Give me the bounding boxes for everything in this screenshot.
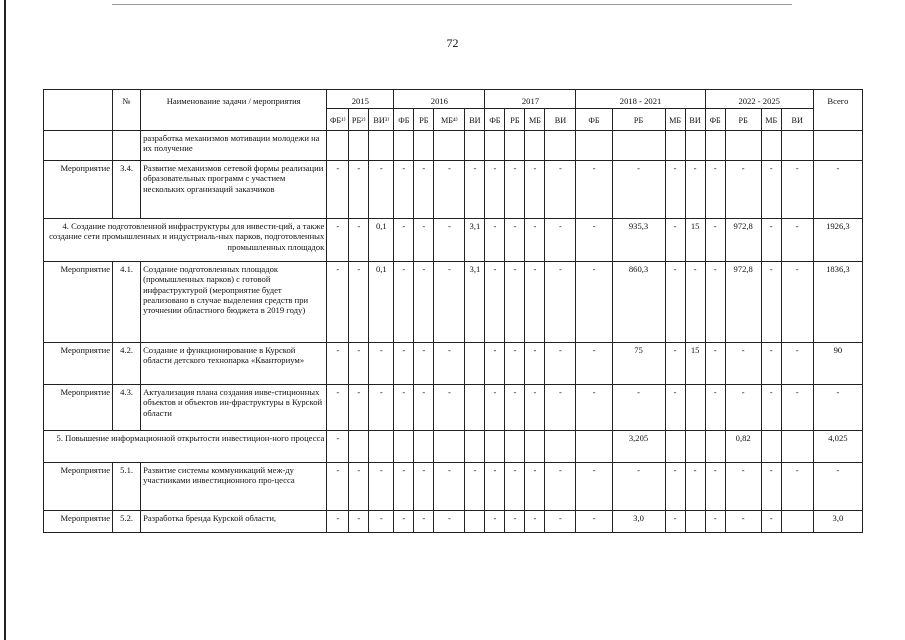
value-cell: - xyxy=(394,262,414,343)
total-cell: - xyxy=(813,463,862,511)
value-cell: - xyxy=(369,511,394,533)
value-cell: - xyxy=(434,463,465,511)
value-cell: - xyxy=(545,463,576,511)
value-cell: - xyxy=(525,343,545,385)
value-cell: - xyxy=(705,161,725,219)
value-cell xyxy=(434,131,465,161)
source-label: МБ⁴⁾ xyxy=(434,109,465,131)
value-cell: - xyxy=(414,262,434,343)
value-cell: - xyxy=(414,343,434,385)
value-cell: - xyxy=(685,262,705,343)
row-code: 4.3. xyxy=(113,385,141,431)
header-year-2022-2025: 2022 - 2025 xyxy=(705,90,813,109)
value-cell: - xyxy=(576,161,612,219)
value-cell xyxy=(781,431,813,463)
value-cell: - xyxy=(327,219,349,262)
row-code: 4.1. xyxy=(113,262,141,343)
value-cell: - xyxy=(485,385,505,431)
value-cell: - xyxy=(434,343,465,385)
value-cell: - xyxy=(781,385,813,431)
value-cell: - xyxy=(665,463,685,511)
value-cell xyxy=(545,431,576,463)
row-name: Создание и функционирование в Курской области детского технопарка «Кванториум» xyxy=(141,343,327,385)
table-row xyxy=(44,343,863,385)
value-cell: - xyxy=(414,385,434,431)
value-cell: - xyxy=(327,431,349,463)
value-cell: - xyxy=(465,161,485,219)
row-type: Мероприятие xyxy=(44,343,113,385)
total-cell xyxy=(813,131,862,161)
value-cell: - xyxy=(665,343,685,385)
value-cell xyxy=(394,131,414,161)
value-cell: - xyxy=(761,511,781,533)
value-cell: 0,1 xyxy=(369,262,394,343)
value-cell: - xyxy=(349,463,369,511)
value-cell xyxy=(761,431,781,463)
total-cell: 1836,3 xyxy=(813,262,862,343)
value-cell xyxy=(665,131,685,161)
value-cell: - xyxy=(665,161,685,219)
source-label: ФБ xyxy=(394,109,414,131)
value-cell: - xyxy=(485,262,505,343)
total-cell: - xyxy=(813,161,862,219)
value-cell: - xyxy=(665,511,685,533)
value-cell xyxy=(685,511,705,533)
source-label: ВИ xyxy=(685,109,705,131)
source-label: РБ xyxy=(725,109,761,131)
source-label: МБ xyxy=(761,109,781,131)
value-cell xyxy=(725,131,761,161)
value-cell: - xyxy=(349,219,369,262)
value-cell: - xyxy=(545,511,576,533)
value-cell: - xyxy=(705,511,725,533)
row-name: Актуализация плана создания инве-стиционных объектов и объектов ин-фраструктуры в Курской области xyxy=(141,385,327,431)
value-cell xyxy=(369,131,394,161)
value-cell: - xyxy=(761,219,781,262)
value-cell: - xyxy=(576,219,612,262)
value-cell: - xyxy=(485,463,505,511)
value-cell: - xyxy=(725,385,761,431)
value-cell: - xyxy=(369,385,394,431)
source-label: МБ xyxy=(665,109,685,131)
value-cell: - xyxy=(761,262,781,343)
value-cell: - xyxy=(761,343,781,385)
value-cell: - xyxy=(685,161,705,219)
total-cell: 3,0 xyxy=(813,511,862,533)
value-cell xyxy=(685,431,705,463)
table-header-row-years xyxy=(44,90,863,109)
table-body xyxy=(44,131,863,533)
value-cell xyxy=(685,385,705,431)
value-cell: - xyxy=(725,343,761,385)
value-cell xyxy=(465,385,485,431)
value-cell: 15 xyxy=(685,343,705,385)
value-cell: - xyxy=(761,463,781,511)
value-cell: - xyxy=(525,511,545,533)
value-cell xyxy=(414,131,434,161)
value-cell: 0,1 xyxy=(369,219,394,262)
value-cell: - xyxy=(576,343,612,385)
value-cell: - xyxy=(725,161,761,219)
value-cell xyxy=(705,431,725,463)
goal-title: 5. Повышение информационной открытости инвестицион-ного процесса xyxy=(44,431,327,463)
value-cell xyxy=(465,431,485,463)
row-type: Мероприятие xyxy=(44,463,113,511)
value-cell: - xyxy=(414,219,434,262)
value-cell: - xyxy=(545,343,576,385)
value-cell xyxy=(525,131,545,161)
total-cell: 1926,3 xyxy=(813,219,862,262)
value-cell xyxy=(349,131,369,161)
value-cell: - xyxy=(705,385,725,431)
value-cell: 15 xyxy=(685,219,705,262)
source-label: ФБ xyxy=(576,109,612,131)
value-cell: - xyxy=(434,511,465,533)
table-row xyxy=(44,463,863,511)
goal-title: 4. Создание подготовленной инфраструктуры для инвести-ций, а также создание сети промышленных и индустриаль-ных парков, подготовленных промышленных площадок xyxy=(44,219,327,262)
table-row xyxy=(44,161,863,219)
goal-row xyxy=(44,431,863,463)
value-cell: - xyxy=(545,262,576,343)
row-code: 5.2. xyxy=(113,511,141,533)
source-label: РБ xyxy=(414,109,434,131)
value-cell: - xyxy=(576,262,612,343)
header-total: Всего xyxy=(813,90,862,131)
value-cell: 3,0 xyxy=(612,511,665,533)
value-cell: - xyxy=(394,463,414,511)
value-cell: - xyxy=(369,343,394,385)
value-cell xyxy=(576,431,612,463)
value-cell: - xyxy=(576,385,612,431)
source-label: ВИ xyxy=(465,109,485,131)
header-type xyxy=(44,90,113,131)
value-cell: - xyxy=(434,385,465,431)
row-code: 5.1. xyxy=(113,463,141,511)
value-cell xyxy=(576,131,612,161)
value-cell: - xyxy=(485,219,505,262)
value-cell: - xyxy=(394,219,414,262)
source-label: РБ xyxy=(505,109,525,131)
table-row xyxy=(44,262,863,343)
value-cell: - xyxy=(434,219,465,262)
value-cell xyxy=(525,431,545,463)
value-cell: - xyxy=(327,511,349,533)
value-cell: - xyxy=(705,262,725,343)
page-number: 72 xyxy=(446,36,459,50)
funding-table xyxy=(43,89,863,533)
value-cell: - xyxy=(327,385,349,431)
value-cell: - xyxy=(394,385,414,431)
value-cell xyxy=(705,131,725,161)
value-cell: - xyxy=(505,262,525,343)
value-cell: 972,8 xyxy=(725,219,761,262)
value-cell: - xyxy=(505,511,525,533)
value-cell: 3,1 xyxy=(465,262,485,343)
value-cell: - xyxy=(414,161,434,219)
value-cell xyxy=(485,431,505,463)
value-cell: - xyxy=(545,385,576,431)
source-label: МБ xyxy=(525,109,545,131)
value-cell xyxy=(761,131,781,161)
source-label: ФБ xyxy=(705,109,725,131)
value-cell: - xyxy=(705,219,725,262)
value-cell: 0,82 xyxy=(725,431,761,463)
source-label: РБ xyxy=(612,109,665,131)
source-label: ФБ¹⁾ xyxy=(327,109,349,131)
header-year-2017: 2017 xyxy=(485,90,576,109)
value-cell: - xyxy=(434,262,465,343)
value-cell xyxy=(465,343,485,385)
value-cell xyxy=(505,131,525,161)
value-cell: - xyxy=(394,511,414,533)
value-cell: - xyxy=(665,262,685,343)
value-cell xyxy=(327,131,349,161)
value-cell: - xyxy=(394,343,414,385)
value-cell: - xyxy=(685,463,705,511)
value-cell: - xyxy=(465,463,485,511)
value-cell: - xyxy=(485,511,505,533)
value-cell: - xyxy=(349,262,369,343)
row-code: 3.4. xyxy=(113,161,141,219)
total-cell: 90 xyxy=(813,343,862,385)
goal-row xyxy=(44,219,863,262)
header-year-2016: 2016 xyxy=(394,90,485,109)
value-cell: - xyxy=(369,161,394,219)
row-type xyxy=(44,131,113,161)
value-cell: - xyxy=(327,262,349,343)
value-cell: - xyxy=(369,463,394,511)
value-cell: - xyxy=(781,161,813,219)
value-cell: - xyxy=(781,262,813,343)
value-cell: - xyxy=(525,463,545,511)
value-cell: - xyxy=(349,343,369,385)
row-type: Мероприятие xyxy=(44,161,113,219)
source-label: ФБ xyxy=(485,109,505,131)
table-row xyxy=(44,511,863,533)
value-cell: 935,3 xyxy=(612,219,665,262)
value-cell: - xyxy=(705,343,725,385)
value-cell xyxy=(781,511,813,533)
value-cell: - xyxy=(505,463,525,511)
scan-edge-line xyxy=(4,0,6,640)
value-cell xyxy=(781,131,813,161)
row-type: Мероприятие xyxy=(44,262,113,343)
value-cell: - xyxy=(394,161,414,219)
value-cell: - xyxy=(525,262,545,343)
value-cell xyxy=(665,431,685,463)
value-cell: - xyxy=(525,385,545,431)
value-cell: - xyxy=(576,511,612,533)
table-row xyxy=(44,131,863,161)
value-cell xyxy=(369,431,394,463)
value-cell: 860,3 xyxy=(612,262,665,343)
value-cell: - xyxy=(612,463,665,511)
value-cell: 75 xyxy=(612,343,665,385)
value-cell xyxy=(685,131,705,161)
value-cell: - xyxy=(761,161,781,219)
source-label: ВИ xyxy=(545,109,576,131)
value-cell xyxy=(465,511,485,533)
value-cell: - xyxy=(545,161,576,219)
row-name: Создание подготовленных площадок (промышленных парков) с готовой инфраструктурой (мероприятие будет реализовано в случае выделения средств при уточнении областного бюджета в 2019 году) xyxy=(141,262,327,343)
header-year-2015: 2015 xyxy=(327,90,394,109)
value-cell: - xyxy=(612,385,665,431)
value-cell: - xyxy=(327,343,349,385)
value-cell: - xyxy=(525,161,545,219)
value-cell xyxy=(612,131,665,161)
value-cell: - xyxy=(781,463,813,511)
value-cell: - xyxy=(505,343,525,385)
value-cell xyxy=(434,431,465,463)
source-label: ВИ xyxy=(781,109,813,131)
value-cell xyxy=(465,131,485,161)
value-cell: - xyxy=(485,161,505,219)
table-row xyxy=(44,385,863,431)
value-cell: - xyxy=(665,219,685,262)
row-name: Развитие механизмов сетевой формы реализации образовательных программ с участием нескольких организаций заказчиков xyxy=(141,161,327,219)
header-year-2018-2021: 2018 - 2021 xyxy=(576,90,705,109)
value-cell: 3,205 xyxy=(612,431,665,463)
value-cell xyxy=(545,131,576,161)
value-cell: 3,1 xyxy=(465,219,485,262)
value-cell: - xyxy=(576,463,612,511)
value-cell xyxy=(414,431,434,463)
value-cell: - xyxy=(414,463,434,511)
total-cell: 4,025 xyxy=(813,431,862,463)
row-code: 4.2. xyxy=(113,343,141,385)
value-cell: - xyxy=(781,219,813,262)
row-name: Разработка бренда Курской области, xyxy=(141,511,327,533)
value-cell xyxy=(394,431,414,463)
row-type: Мероприятие xyxy=(44,511,113,533)
value-cell: - xyxy=(781,343,813,385)
value-cell: - xyxy=(327,463,349,511)
value-cell: - xyxy=(434,161,465,219)
value-cell: - xyxy=(485,343,505,385)
value-cell: - xyxy=(505,385,525,431)
source-label: РБ²⁾ xyxy=(349,109,369,131)
value-cell: - xyxy=(349,385,369,431)
value-cell xyxy=(505,431,525,463)
value-cell: - xyxy=(505,219,525,262)
value-cell: - xyxy=(705,463,725,511)
value-cell: - xyxy=(414,511,434,533)
row-type: Мероприятие xyxy=(44,385,113,431)
value-cell: - xyxy=(327,161,349,219)
value-cell: - xyxy=(725,511,761,533)
row-code xyxy=(113,131,141,161)
value-cell xyxy=(485,131,505,161)
value-cell: - xyxy=(761,385,781,431)
header-name: Наименование задачи / мероприятия xyxy=(141,90,327,131)
value-cell: - xyxy=(525,219,545,262)
value-cell: 972,8 xyxy=(725,262,761,343)
value-cell: - xyxy=(349,511,369,533)
total-cell: - xyxy=(813,385,862,431)
header-no: № xyxy=(113,90,141,131)
row-name: Развитие системы коммуникаций меж-ду участниками инвестиционного про-цесса xyxy=(141,463,327,511)
value-cell: - xyxy=(665,385,685,431)
value-cell: - xyxy=(725,463,761,511)
value-cell: - xyxy=(612,161,665,219)
source-label: ВИ³⁾ xyxy=(369,109,394,131)
value-cell: - xyxy=(505,161,525,219)
scan-top-line xyxy=(112,4,792,5)
value-cell xyxy=(349,431,369,463)
value-cell: - xyxy=(545,219,576,262)
row-name: разработка механизмов мотивации молодежи на их получение xyxy=(141,131,327,161)
value-cell: - xyxy=(349,161,369,219)
